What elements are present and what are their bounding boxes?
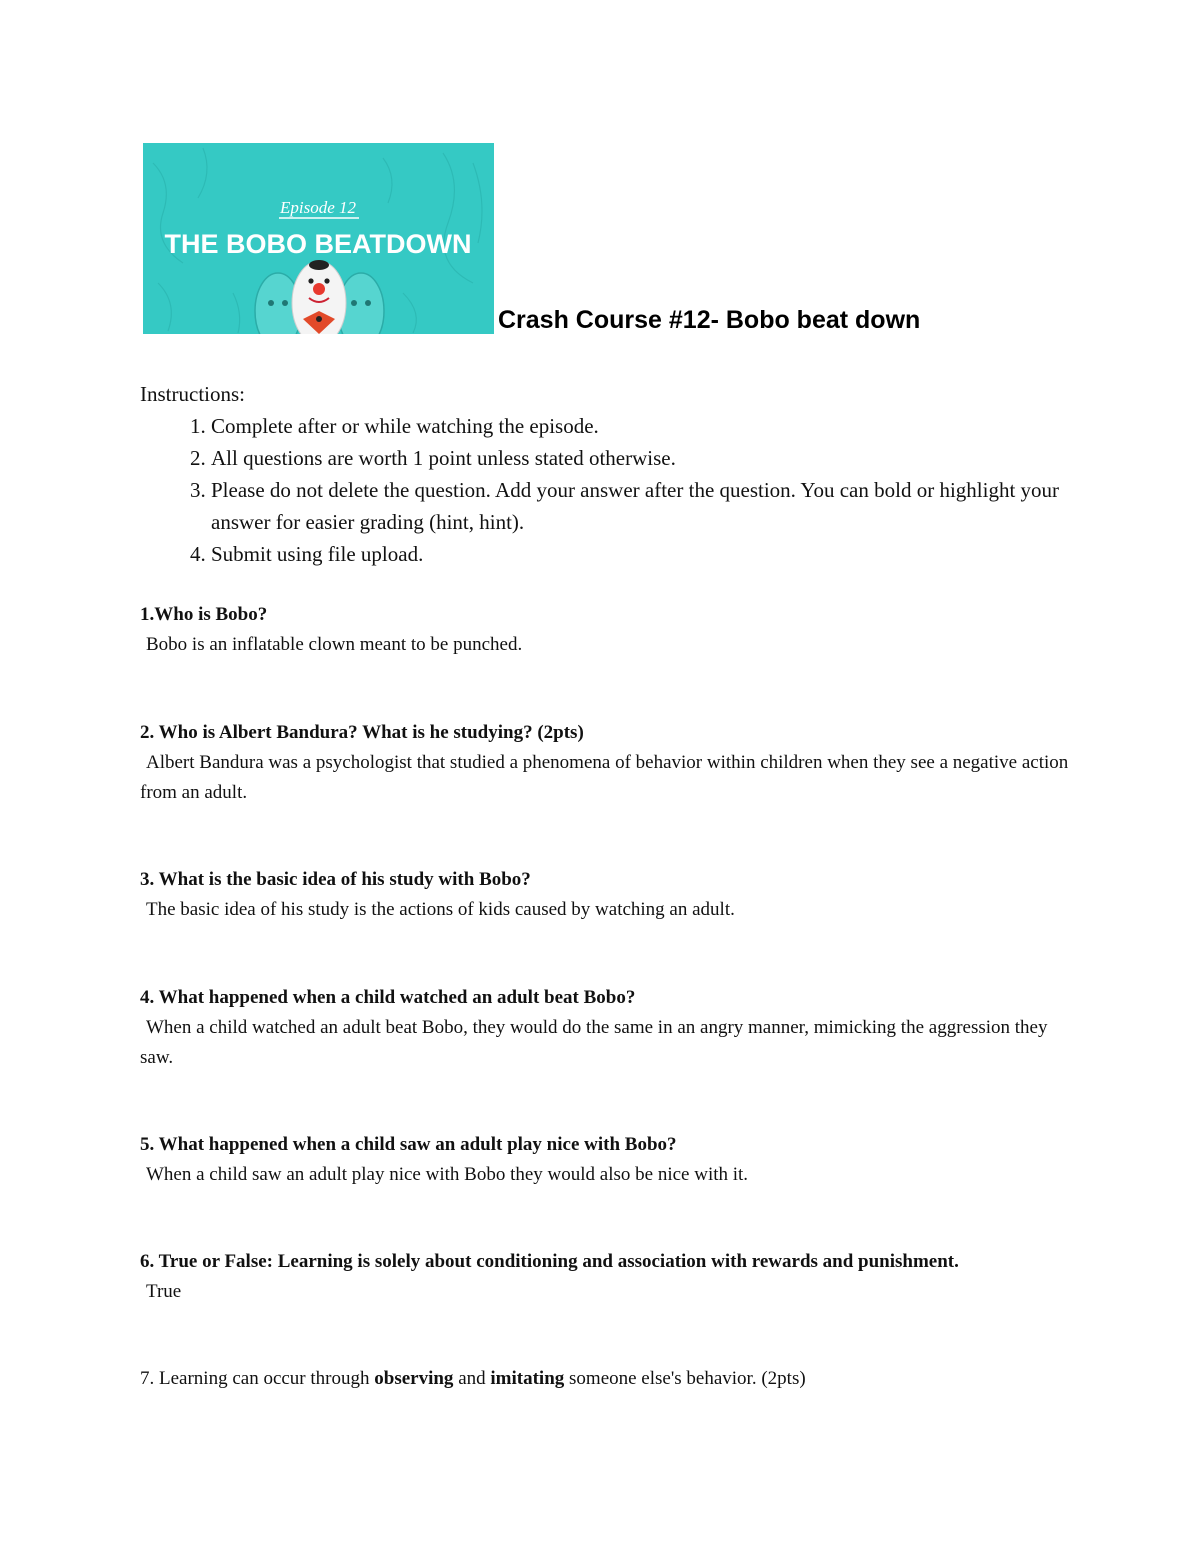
answer-2: Albert Bandura was a psychologist that studied a phenomena of behavior within children when they see a negative action from an adult. (140, 752, 1069, 803)
instructions-section (140, 378, 1080, 570)
answer-6: True (146, 1281, 182, 1302)
question-7-bold-observing: observing (374, 1368, 454, 1389)
question-4-block (140, 983, 1070, 1073)
answer-5: When a child saw an adult play nice with Bobo they would also be nice with it. (146, 1164, 749, 1185)
question-1-block (140, 600, 1070, 660)
question-6-block (140, 1247, 970, 1307)
answer-4: When a child watched an adult beat Bobo, they would do the same in an angry manner, mimicking the aggression they saw. (140, 1017, 1048, 1068)
instruction-item: 2. All questions are worth 1 point unless stated otherwise. (211, 442, 1080, 474)
thumbnail-episode-label: Episode 12 (279, 198, 357, 217)
document-title: Crash Course #12- Bobo beat down (498, 306, 921, 334)
question-2-block (140, 718, 1070, 808)
question-6: 6. True or False: Learning is solely about conditioning and association with rewards and punishment. (140, 1251, 959, 1272)
answer-3: The basic idea of his study is the actions of kids caused by watching an adult. (146, 899, 735, 920)
question-7-text: and (453, 1368, 491, 1389)
question-7-text: 7. Learning can occur through (140, 1368, 375, 1389)
instructions-label: Instructions: (140, 382, 245, 406)
question-4: 4. What happened when a child watched an adult beat Bobo? (140, 987, 636, 1008)
instruction-item: 1. Complete after or while watching the episode. (211, 410, 1080, 442)
instruction-item: 4. Submit using file upload. (211, 538, 1080, 570)
question-7-text: someone else's behavior. (2pts) (564, 1368, 806, 1389)
header-row (143, 143, 1103, 343)
instructions-list (140, 410, 1080, 570)
thumbnail-title: THE BOBO BEATDOWN (164, 229, 472, 259)
question-5-block (140, 1130, 1070, 1190)
question-7-bold-imitating: imitating (490, 1368, 565, 1389)
question-1: 1.Who is Bobo? (140, 604, 268, 625)
question-3: 3. What is the basic idea of his study with Bobo? (140, 869, 531, 890)
thumbnail-graphic (143, 143, 494, 334)
question-5: 5. What happened when a child saw an adult play nice with Bobo? (140, 1134, 677, 1155)
episode-thumbnail (143, 143, 494, 334)
question-2: 2. Who is Albert Bandura? What is he studying? (2pts) (140, 722, 584, 743)
question-7 (140, 1364, 806, 1394)
answer-1: Bobo is an inflatable clown meant to be punched. (146, 634, 523, 655)
instruction-item: 3. Please do not delete the question. Add your answer after the question. You can bold or highlight your answer for easier grading (hint, hint). (211, 474, 1080, 538)
question-3-block (140, 865, 1070, 925)
